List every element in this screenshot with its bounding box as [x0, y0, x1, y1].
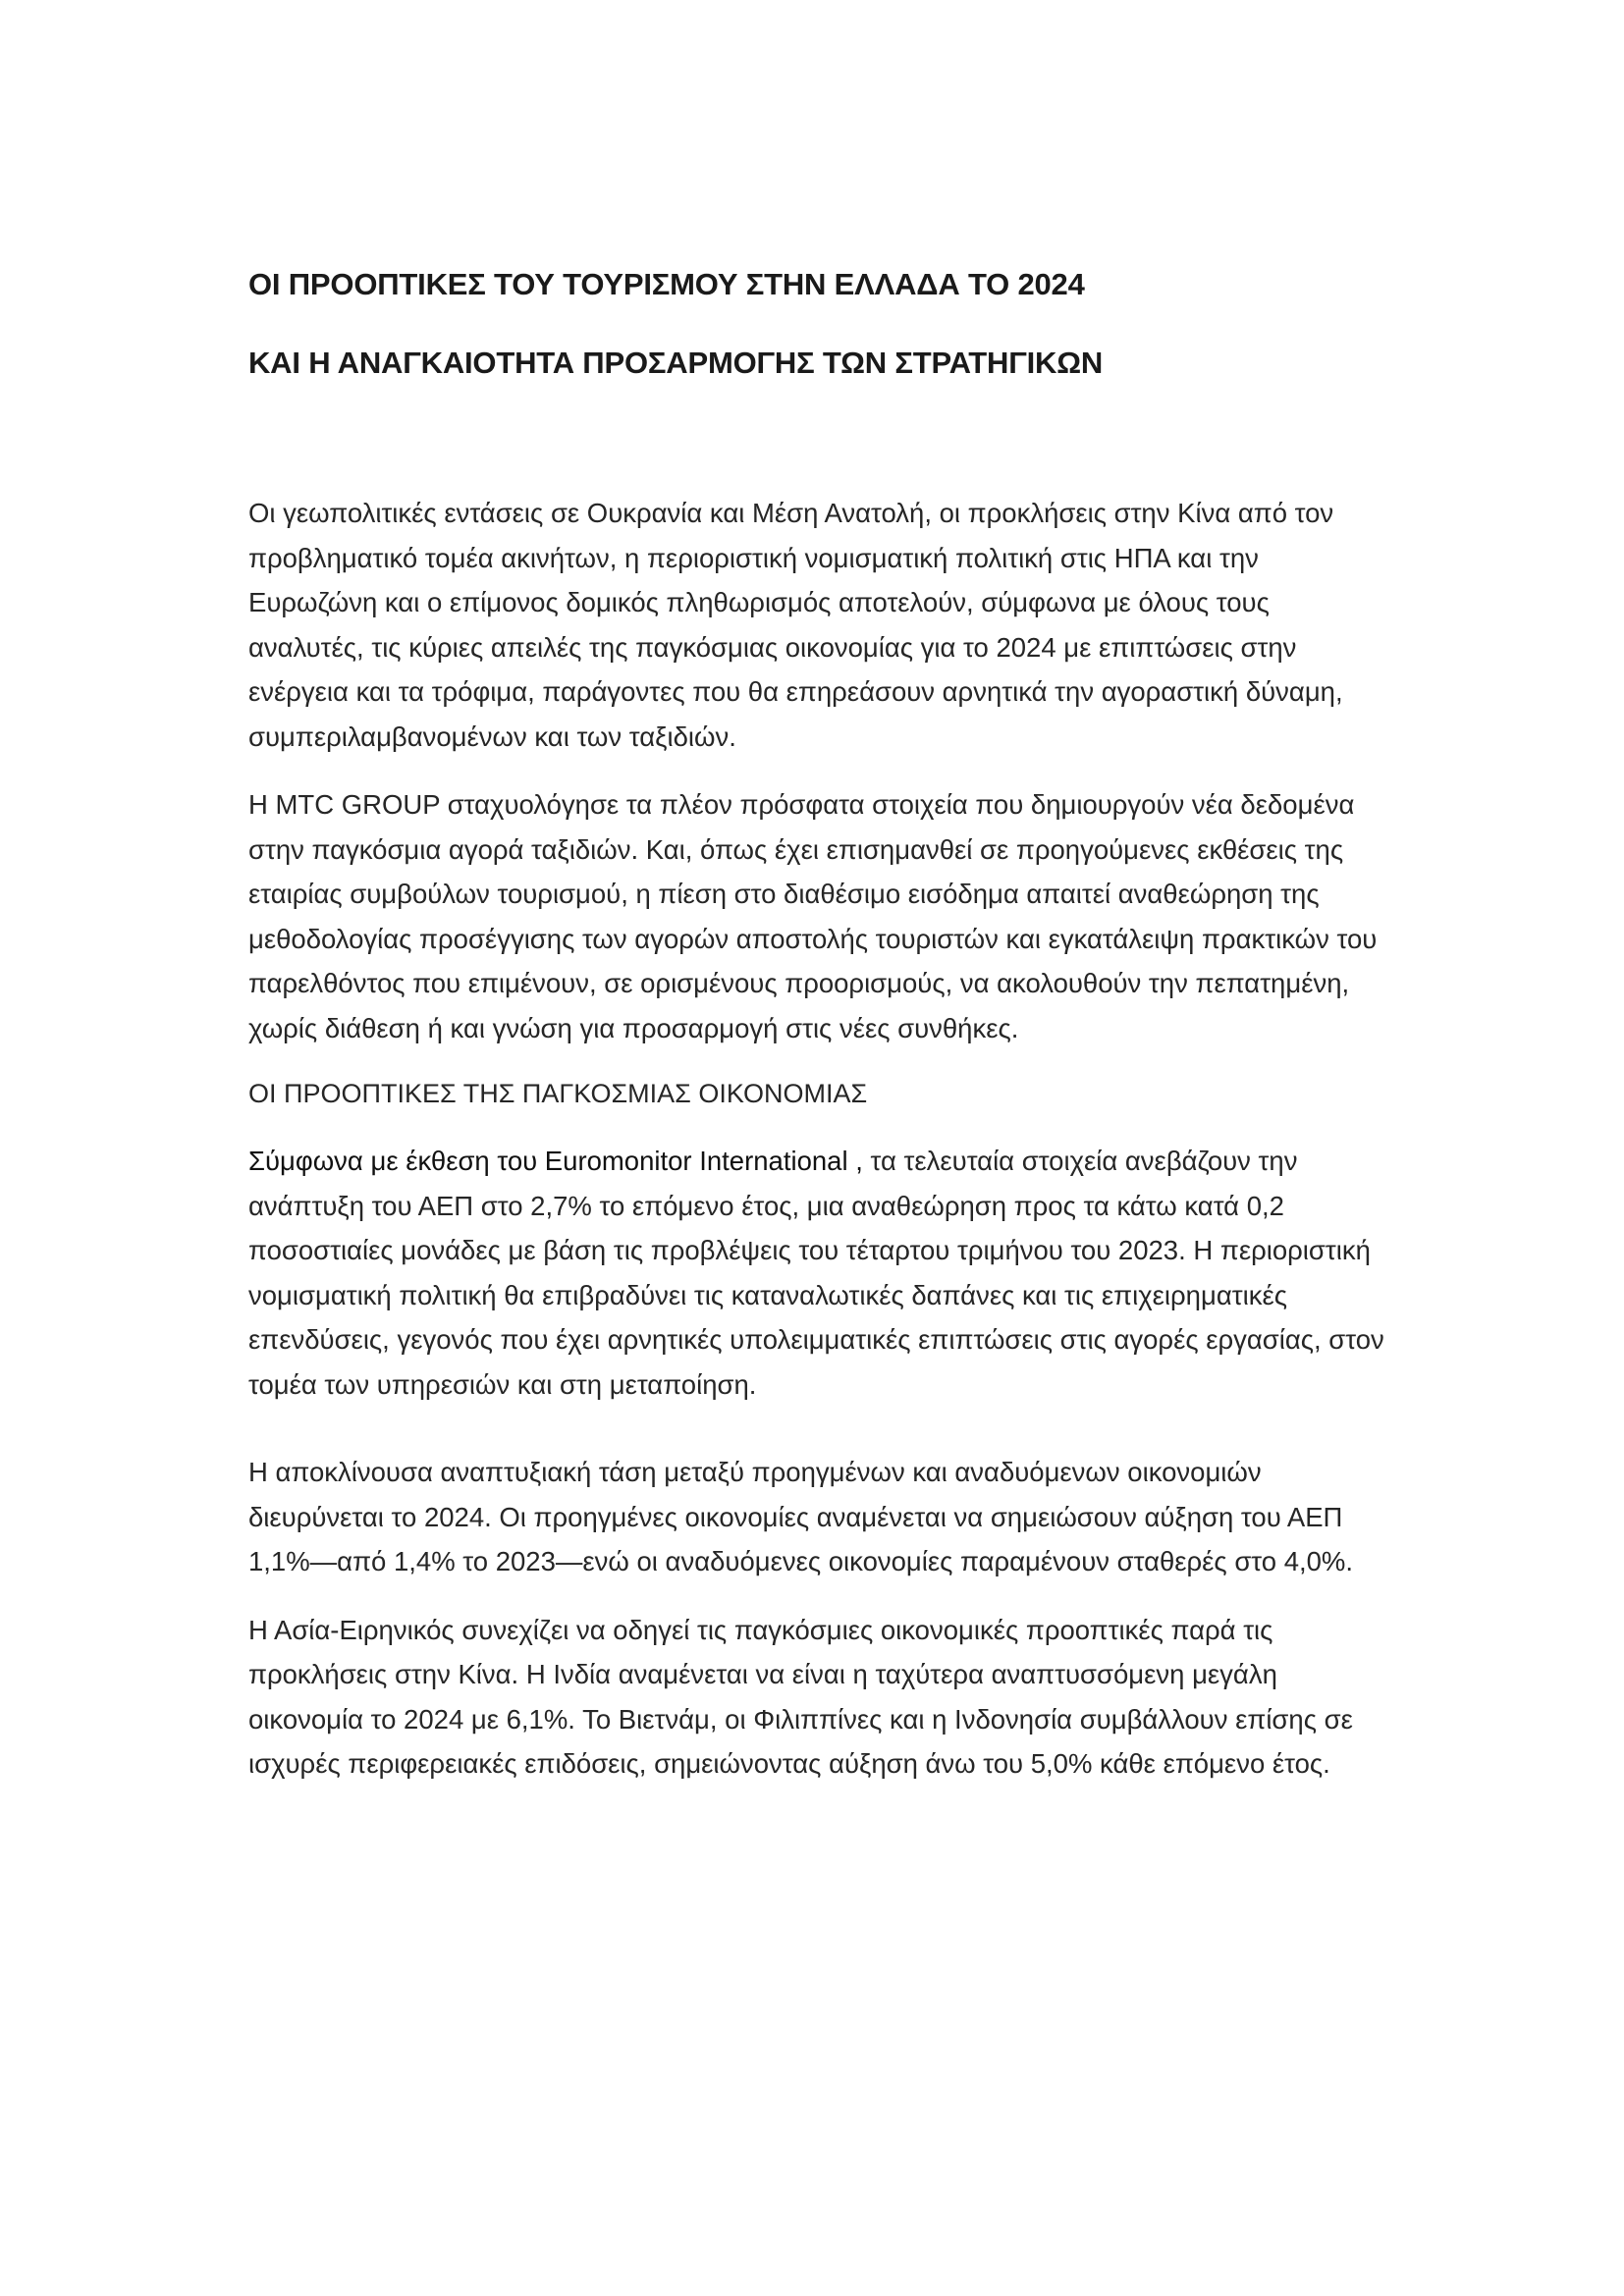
paragraph-asia-pacific: Η Ασία-Ειρηνικός συνεχίζει να οδηγεί τις παγκόσμιες οικονομικές προοπτικές παρά τις προκλήσεις στην Κίνα. Η Ινδία αναμένεται να είναι η ταχύτερα αναπτυσσόμενη μεγάλη οικονομία το 2024 με 6,1%. Το Βιετνάμ, οι Φιλιππίνες και η Ινδονησία συμβάλλουν επίσης σε ισχυρές περιφερειακές επιδόσεις, σημειώνοντας αύξηση άνω του 5,0% κάθε επόμενο έτος.: [248, 1614, 1353, 1779]
paragraph-euromonitor-lead: Σύμφωνα με έκθεση του Euromonitor International ,: [248, 1146, 863, 1176]
paragraph-mtc-group: Η MTC GROUP σταχυολόγησε τα πλέον πρόσφατα στοιχεία που δημιουργούν νέα δεδομένα στην παγκόσμια αγορά ταξιδιών. Και, όπως έχει επισημανθεί σε προηγούμενες εκθέσεις της εταιρίας συμβούλων τουρισμού, η πίεση στο διαθέσιμο εισόδημα απαιτεί αναθεώρηση της μεθοδολογίας προσέγγισης των αγορών αποστολής τουριστών και εγκατάλειψη πρακτικών του παρελθόντος που επιμένουν, σε ορισμένους προορισμούς, να ακολουθούν την πεπατημένη, χωρίς διάθεση ή και γνώση για προσαρμογή στις νέες συνθήκες.: [248, 789, 1378, 1043]
paragraph-divergent-growth: Η αποκλίνουσα αναπτυξιακή τάση μεταξύ προηγμένων και αναδυόμενων οικονομιών διευρύνεται το 2024. Οι προηγμένες οικονομίες αναμένεται να σημειώσουν αύξηση του ΑΕΠ 1,1%—από 1,4% το 2023—ενώ οι αναδυόμενες οικονομίες παραμένουν σταθερές στο 4,0%.: [248, 1457, 1354, 1576]
paragraph-intro: Οι γεωπολιτικές εντάσεις σε Ουκρανία και Μέση Ανατολή, οι προκλήσεις στην Κίνα από τον προβληματικό τομέα ακινήτων, η περιοριστική νομισματική πολιτική στις ΗΠΑ και την Ευρωζώνη και ο επίμονος δομικός πληθωρισμός αποτελούν, σύμφωνα με όλους τους αναλυτές, τις κύριες απειλές της παγκόσμιας οικονομίας για το 2024 με επιπτώσεις στην ενέργεια και τα τρόφιμα, παράγοντες που θα επηρεάσουν αρνητικά την αγοραστική δύναμη, συμπεριλαμβανομένων και των ταξιδιών.: [248, 498, 1343, 752]
document-body: [248, 265, 1387, 1810]
paragraph-euromonitor: [248, 1139, 1387, 1407]
document-title-line-2: ΚΑΙ Η ΑΝΑΓΚΑΙΟΤΗΤΑ ΠΡΟΣΑΡΜΟΓΗΣ ΤΩΝ ΣΤΡΑΤΗΓΙΚΩΝ: [248, 346, 1104, 380]
paragraph-euromonitor-rest: τα τελευταία στοιχεία ανεβάζουν την ανάπτυξη του ΑΕΠ στο 2,7% το επόμενο έτος, μια αναθεώρηση προς τα κάτω κατά 0,2 ποσοστιαίες μονάδες με βάση τις προβλέψεις του τέταρτου τριμήνου του 2023. Η περιοριστική νομισματική πολιτική θα επιβραδύνει τις καταναλωτικές δαπάνες και τις επιχειρηματικές επενδύσεις, γεγονός που έχει αρνητικές υπολειμματικές επιπτώσεις στις αγορές εργασίας, στον τομέα των υπηρεσιών και στη μεταποίηση.: [248, 1146, 1384, 1400]
document-title-line-1: ΟΙ ΠΡΟΟΠΤΙΚΕΣ ΤΟΥ ΤΟΥΡΙΣΜΟΥ ΣΤΗΝ ΕΛΛΑΔΑ ΤΟ 2024: [248, 267, 1085, 301]
section-heading-global-economy: ΟΙ ΠΡΟΟΠΤΙΚΕΣ ΤΗΣ ΠΑΓΚΟΣΜΙΑΣ ΟΙΚΟΝΟΜΙΑΣ: [248, 1079, 868, 1108]
